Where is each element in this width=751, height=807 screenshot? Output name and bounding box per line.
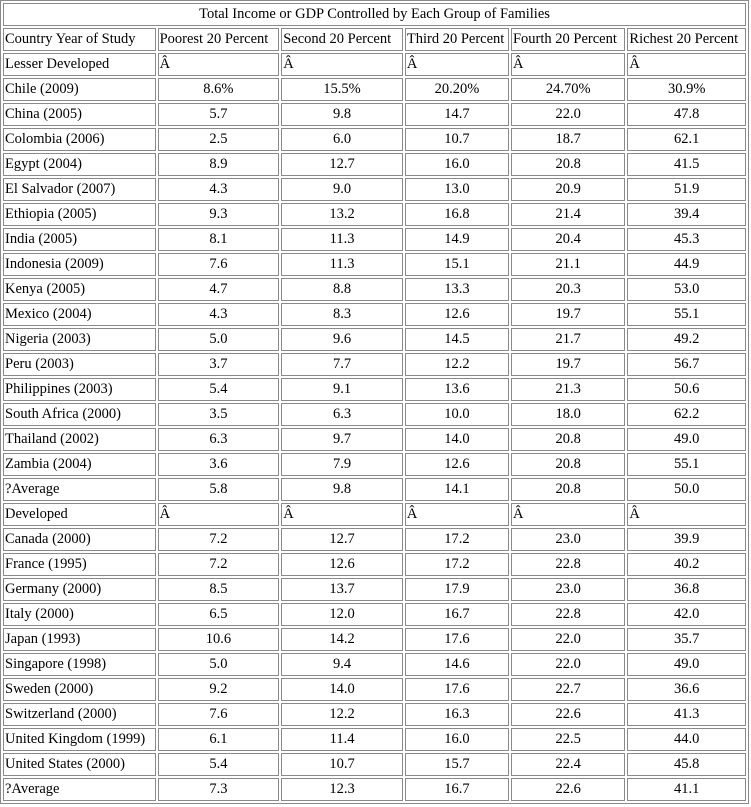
value-cell: 4.3 (158, 178, 280, 201)
value-cell: 20.8 (511, 478, 625, 501)
value-cell: 11.3 (281, 253, 403, 276)
value-cell: 30.9% (627, 78, 746, 101)
value-cell: 36.6 (627, 678, 746, 701)
table-row (3, 578, 746, 601)
value-cell: 14.6 (405, 653, 509, 676)
value-cell: 21.3 (511, 378, 625, 401)
country-cell: Mexico (2004) (3, 303, 156, 326)
value-cell: 8.1 (158, 228, 280, 251)
value-cell: 45.3 (627, 228, 746, 251)
value-cell: 9.4 (281, 653, 403, 676)
value-cell: 9.2 (158, 678, 280, 701)
value-cell: 13.2 (281, 203, 403, 226)
value-cell: 6.1 (158, 728, 280, 751)
country-cell: El Salvador (2007) (3, 178, 156, 201)
country-cell: Nigeria (2003) (3, 328, 156, 351)
table-row (3, 153, 746, 176)
value-cell: 3.7 (158, 353, 280, 376)
country-cell: Indonesia (2009) (3, 253, 156, 276)
value-cell: 44.9 (627, 253, 746, 276)
value-cell: 14.5 (405, 328, 509, 351)
table-row (3, 728, 746, 751)
table-row (3, 228, 746, 251)
table-row (3, 553, 746, 576)
value-cell: 2.5 (158, 128, 280, 151)
value-cell: 22.6 (511, 778, 625, 801)
value-cell: 16.0 (405, 153, 509, 176)
header-second: Second 20 Percent (281, 28, 403, 51)
table-row (3, 278, 746, 301)
value-cell: 10.7 (405, 128, 509, 151)
section-row (3, 53, 746, 76)
value-cell: 21.4 (511, 203, 625, 226)
value-cell: 16.7 (405, 778, 509, 801)
country-cell: Peru (2003) (3, 353, 156, 376)
value-cell: 20.8 (511, 453, 625, 476)
country-cell: ?Average (3, 478, 156, 501)
header-richest: Richest 20 Percent (627, 28, 746, 51)
value-cell: 22.7 (511, 678, 625, 701)
table-row (3, 178, 746, 201)
value-cell: 20.4 (511, 228, 625, 251)
table-row (3, 603, 746, 626)
value-cell: 4.3 (158, 303, 280, 326)
value-cell: 19.7 (511, 303, 625, 326)
placeholder-cell: Â (158, 53, 280, 76)
value-cell: 22.0 (511, 103, 625, 126)
header-poorest: Poorest 20 Percent (158, 28, 280, 51)
country-cell: United Kingdom (1999) (3, 728, 156, 751)
value-cell: 21.7 (511, 328, 625, 351)
value-cell: 17.2 (405, 528, 509, 551)
value-cell: 20.20% (405, 78, 509, 101)
value-cell: 39.4 (627, 203, 746, 226)
value-cell: 9.7 (281, 428, 403, 451)
placeholder-cell: Â (158, 503, 280, 526)
value-cell: 19.7 (511, 353, 625, 376)
placeholder-cell: Â (511, 503, 625, 526)
country-cell: France (1995) (3, 553, 156, 576)
table-row (3, 778, 746, 801)
country-cell: Egypt (2004) (3, 153, 156, 176)
section-label: Developed (3, 503, 156, 526)
value-cell: 47.8 (627, 103, 746, 126)
value-cell: 14.9 (405, 228, 509, 251)
value-cell: 12.6 (281, 553, 403, 576)
table-row (3, 753, 746, 776)
table-row (3, 453, 746, 476)
value-cell: 50.6 (627, 378, 746, 401)
value-cell: 5.4 (158, 378, 280, 401)
country-cell: Switzerland (2000) (3, 703, 156, 726)
value-cell: 49.0 (627, 428, 746, 451)
value-cell: 17.9 (405, 578, 509, 601)
value-cell: 55.1 (627, 453, 746, 476)
country-cell: Philippines (2003) (3, 378, 156, 401)
value-cell: 20.3 (511, 278, 625, 301)
table-row (3, 253, 746, 276)
value-cell: 20.8 (511, 153, 625, 176)
value-cell: 13.7 (281, 578, 403, 601)
value-cell: 22.0 (511, 653, 625, 676)
value-cell: 14.7 (405, 103, 509, 126)
value-cell: 13.6 (405, 378, 509, 401)
value-cell: 8.9 (158, 153, 280, 176)
value-cell: 20.8 (511, 428, 625, 451)
value-cell: 7.6 (158, 703, 280, 726)
value-cell: 40.2 (627, 553, 746, 576)
value-cell: 9.8 (281, 478, 403, 501)
placeholder-cell: Â (405, 503, 509, 526)
value-cell: 12.0 (281, 603, 403, 626)
value-cell: 7.7 (281, 353, 403, 376)
value-cell: 5.8 (158, 478, 280, 501)
country-cell: South Africa (2000) (3, 403, 156, 426)
value-cell: 22.8 (511, 553, 625, 576)
value-cell: 3.5 (158, 403, 280, 426)
value-cell: 17.2 (405, 553, 509, 576)
value-cell: 4.7 (158, 278, 280, 301)
value-cell: 55.1 (627, 303, 746, 326)
value-cell: 9.3 (158, 203, 280, 226)
value-cell: 42.0 (627, 603, 746, 626)
value-cell: 6.3 (281, 403, 403, 426)
value-cell: 22.4 (511, 753, 625, 776)
value-cell: 50.0 (627, 478, 746, 501)
country-cell: Japan (1993) (3, 628, 156, 651)
table-row (3, 428, 746, 451)
value-cell: 6.5 (158, 603, 280, 626)
table-row (3, 128, 746, 151)
value-cell: 12.7 (281, 528, 403, 551)
table-row (3, 403, 746, 426)
header-country: Country Year of Study (3, 28, 156, 51)
value-cell: 62.2 (627, 403, 746, 426)
value-cell: 8.3 (281, 303, 403, 326)
value-cell: 21.1 (511, 253, 625, 276)
value-cell: 22.8 (511, 603, 625, 626)
header-third: Third 20 Percent (405, 28, 509, 51)
value-cell: 22.6 (511, 703, 625, 726)
value-cell: 41.5 (627, 153, 746, 176)
value-cell: 9.0 (281, 178, 403, 201)
country-cell: Germany (2000) (3, 578, 156, 601)
country-cell: Chile (2009) (3, 78, 156, 101)
table-row (3, 103, 746, 126)
value-cell: 24.70% (511, 78, 625, 101)
value-cell: 14.0 (405, 428, 509, 451)
value-cell: 35.7 (627, 628, 746, 651)
value-cell: 5.4 (158, 753, 280, 776)
value-cell: 12.2 (281, 703, 403, 726)
value-cell: 14.1 (405, 478, 509, 501)
country-cell: Sweden (2000) (3, 678, 156, 701)
value-cell: 51.9 (627, 178, 746, 201)
value-cell: 7.3 (158, 778, 280, 801)
value-cell: 9.6 (281, 328, 403, 351)
header-fourth: Fourth 20 Percent (511, 28, 625, 51)
value-cell: 41.3 (627, 703, 746, 726)
value-cell: 56.7 (627, 353, 746, 376)
table-row (3, 353, 746, 376)
value-cell: 23.0 (511, 528, 625, 551)
value-cell: 14.0 (281, 678, 403, 701)
value-cell: 44.0 (627, 728, 746, 751)
placeholder-cell: Â (281, 503, 403, 526)
value-cell: 16.7 (405, 603, 509, 626)
country-cell: United States (2000) (3, 753, 156, 776)
value-cell: 13.0 (405, 178, 509, 201)
value-cell: 8.8 (281, 278, 403, 301)
country-cell: Ethiopia (2005) (3, 203, 156, 226)
value-cell: 12.7 (281, 153, 403, 176)
country-cell: Zambia (2004) (3, 453, 156, 476)
value-cell: 13.3 (405, 278, 509, 301)
value-cell: 41.1 (627, 778, 746, 801)
value-cell: 12.6 (405, 303, 509, 326)
value-cell: 10.0 (405, 403, 509, 426)
value-cell: 45.8 (627, 753, 746, 776)
table-row (3, 653, 746, 676)
value-cell: 8.6% (158, 78, 280, 101)
section-row (3, 503, 746, 526)
table-row (3, 78, 746, 101)
country-cell: Colombia (2006) (3, 128, 156, 151)
country-cell: Thailand (2002) (3, 428, 156, 451)
table-title: Total Income or GDP Controlled by Each Group of Families (3, 3, 746, 26)
value-cell: 9.1 (281, 378, 403, 401)
value-cell: 12.6 (405, 453, 509, 476)
value-cell: 18.7 (511, 128, 625, 151)
value-cell: 3.6 (158, 453, 280, 476)
value-cell: 11.3 (281, 228, 403, 251)
value-cell: 8.5 (158, 578, 280, 601)
value-cell: 15.5% (281, 78, 403, 101)
value-cell: 6.0 (281, 128, 403, 151)
value-cell: 16.0 (405, 728, 509, 751)
value-cell: 39.9 (627, 528, 746, 551)
placeholder-cell: Â (405, 53, 509, 76)
value-cell: 12.3 (281, 778, 403, 801)
value-cell: 16.3 (405, 703, 509, 726)
country-cell: India (2005) (3, 228, 156, 251)
value-cell: 49.2 (627, 328, 746, 351)
country-cell: ?Average (3, 778, 156, 801)
table-row (3, 328, 746, 351)
value-cell: 17.6 (405, 678, 509, 701)
value-cell: 9.8 (281, 103, 403, 126)
value-cell: 7.9 (281, 453, 403, 476)
value-cell: 22.5 (511, 728, 625, 751)
title-row (3, 3, 746, 26)
value-cell: 17.6 (405, 628, 509, 651)
placeholder-cell: Â (281, 53, 403, 76)
value-cell: 36.8 (627, 578, 746, 601)
table-row (3, 303, 746, 326)
country-cell: Canada (2000) (3, 528, 156, 551)
header-row (3, 28, 746, 51)
country-cell: Kenya (2005) (3, 278, 156, 301)
value-cell: 15.1 (405, 253, 509, 276)
value-cell: 49.0 (627, 653, 746, 676)
value-cell: 10.6 (158, 628, 280, 651)
value-cell: 7.2 (158, 553, 280, 576)
value-cell: 20.9 (511, 178, 625, 201)
country-cell: China (2005) (3, 103, 156, 126)
value-cell: 5.7 (158, 103, 280, 126)
value-cell: 10.7 (281, 753, 403, 776)
table-row (3, 203, 746, 226)
value-cell: 7.6 (158, 253, 280, 276)
country-cell: Italy (2000) (3, 603, 156, 626)
value-cell: 22.0 (511, 628, 625, 651)
value-cell: 23.0 (511, 578, 625, 601)
table-row (3, 378, 746, 401)
value-cell: 6.3 (158, 428, 280, 451)
country-cell: Singapore (1998) (3, 653, 156, 676)
table-row (3, 478, 746, 501)
placeholder-cell: Â (627, 503, 746, 526)
value-cell: 16.8 (405, 203, 509, 226)
value-cell: 5.0 (158, 653, 280, 676)
value-cell: 53.0 (627, 278, 746, 301)
value-cell: 62.1 (627, 128, 746, 151)
value-cell: 18.0 (511, 403, 625, 426)
table-row (3, 678, 746, 701)
placeholder-cell: Â (511, 53, 625, 76)
value-cell: 12.2 (405, 353, 509, 376)
placeholder-cell: Â (627, 53, 746, 76)
value-cell: 5.0 (158, 328, 280, 351)
value-cell: 11.4 (281, 728, 403, 751)
value-cell: 7.2 (158, 528, 280, 551)
value-cell: 15.7 (405, 753, 509, 776)
table-row (3, 628, 746, 651)
table-row (3, 528, 746, 551)
section-label: Lesser Developed (3, 53, 156, 76)
table-row (3, 703, 746, 726)
value-cell: 14.2 (281, 628, 403, 651)
